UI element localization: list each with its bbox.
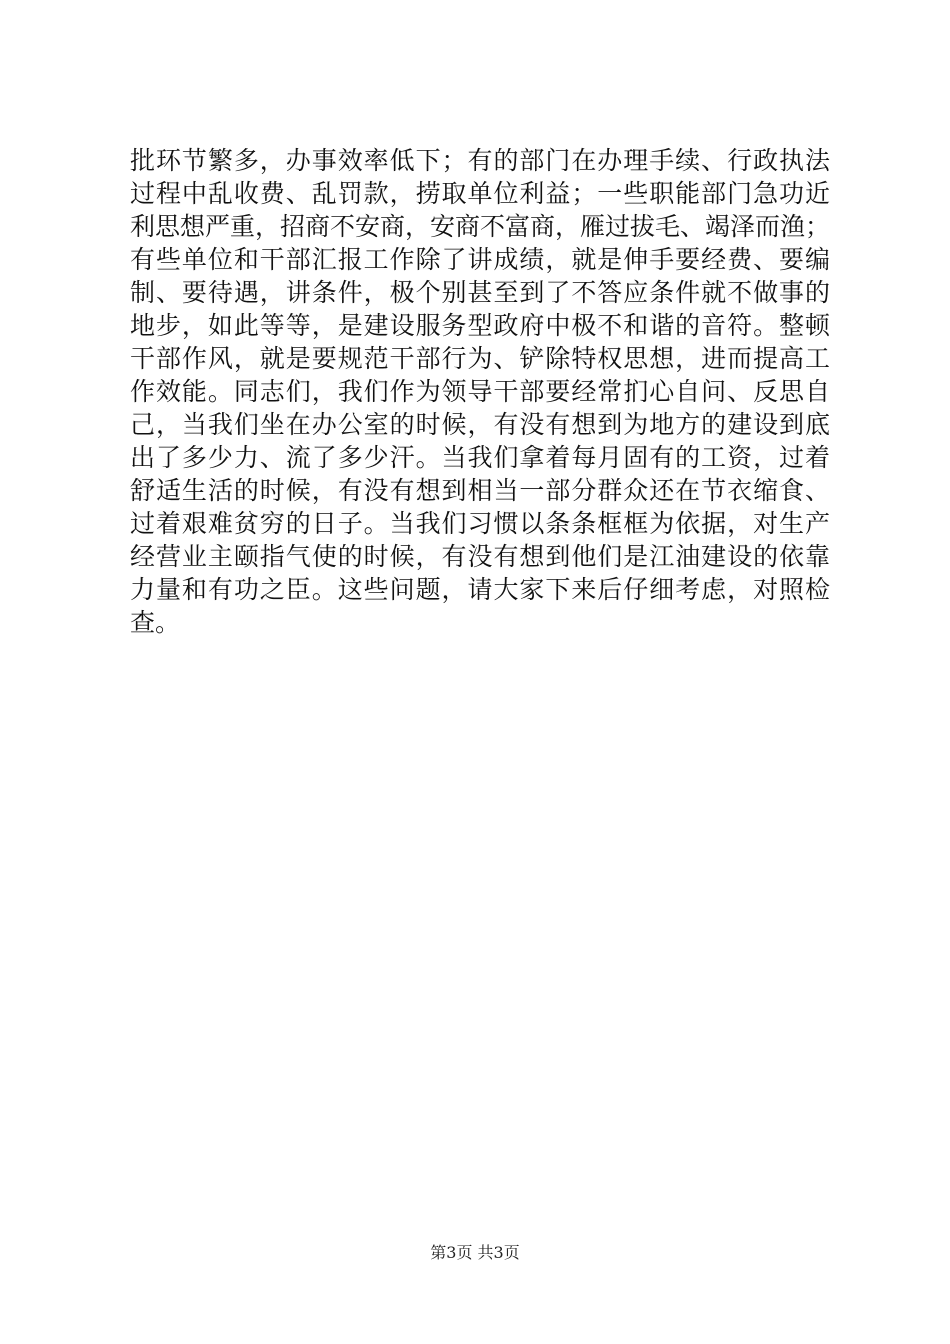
paragraph-line: 作效能。同志们，我们作为领导干部要经常扪心自问、反思自 <box>130 377 830 406</box>
paragraph-line: 力量和有功之臣。这些问题，请大家下来后仔细考虑，对照检 <box>130 575 830 604</box>
paragraph-line: 查。 <box>130 608 181 637</box>
page-number-footer: 第3页 共3页 <box>430 1243 520 1262</box>
paragraph-line: 己，当我们坐在办公室的时候，有没有想到为地方的建设到底 <box>130 410 830 439</box>
paragraph-line: 过着艰难贫穷的日子。当我们习惯以条条框框为依据，对生产 <box>130 509 830 538</box>
paragraph-line: 舒适生活的时候，有没有想到相当一部分群众还在节衣缩食、 <box>130 476 830 505</box>
paragraph-line: 经营业主颐指气使的时候，有没有想到他们是江油建设的依靠 <box>130 542 830 571</box>
paragraph-line: 制、要待遇，讲条件，极个别甚至到了不答应条件就不做事的 <box>130 278 830 307</box>
paragraph-line: 出了多少力、流了多少汗。当我们拿着每月固有的工资，过着 <box>130 443 830 472</box>
paragraph-line: 过程中乱收费、乱罚款，捞取单位利益；一些职能部门急功近 <box>130 179 830 208</box>
paragraph-line: 批环节繁多，办事效率低下；有的部门在办理手续、行政执法 <box>130 146 830 175</box>
paragraph-line: 地步，如此等等，是建设服务型政府中极不和谐的音符。整顿 <box>130 311 830 340</box>
paragraph-line: 干部作风，就是要规范干部行为、铲除特权思想，进而提高工 <box>130 344 830 373</box>
body-paragraph <box>130 144 830 639</box>
paragraph-line: 利思想严重，招商不安商，安商不富商，雁过拔毛、竭泽而渔； <box>130 212 831 241</box>
paragraph-line: 有些单位和干部汇报工作除了讲成绩，就是伸手要经费、要编 <box>130 245 830 274</box>
